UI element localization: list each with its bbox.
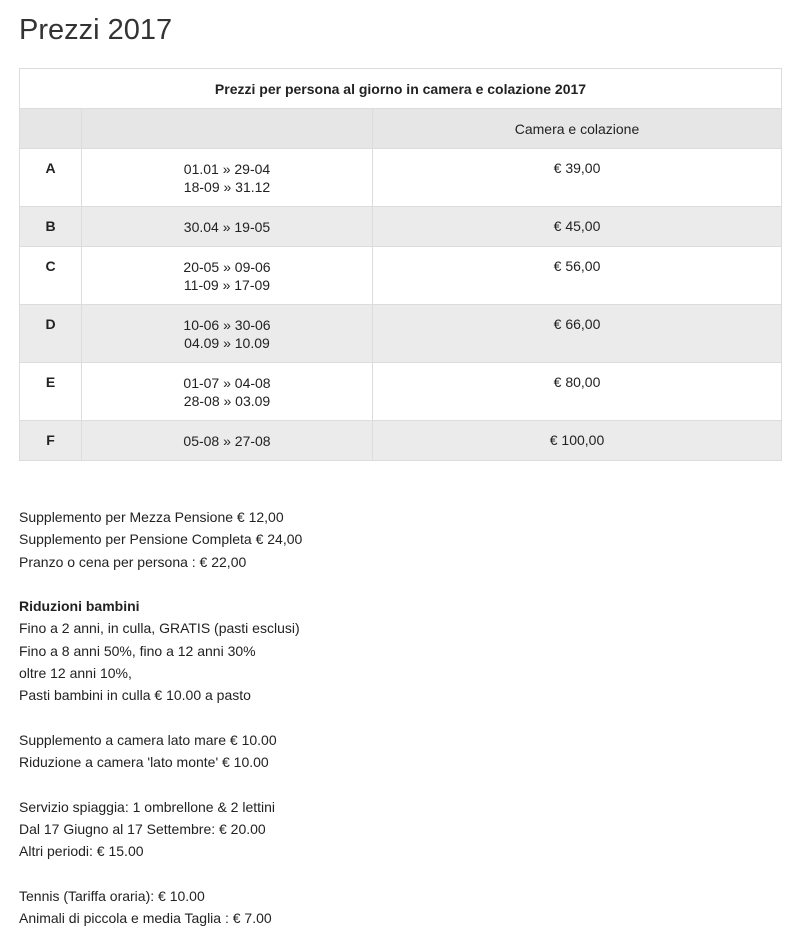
children-line: oltre 12 anni 10%, <box>19 665 132 682</box>
season-code: B <box>20 207 82 247</box>
season-code: F <box>20 421 82 461</box>
period: 04.09 » 10.09 <box>184 335 270 351</box>
other-block <box>19 885 302 930</box>
room-line: Riduzione a camera 'lato monte' € 10.00 <box>19 754 269 771</box>
header-empty-cell <box>82 109 373 149</box>
table-caption: Prezzi per persona al giorno in camera e colazione 2017 <box>20 69 782 109</box>
supplement-line: Supplemento per Pensione Completa € 24,00 <box>19 531 303 548</box>
children-line: Fino a 2 anni, in culla, GRATIS (pasti esclusi) <box>19 620 300 637</box>
period: 01.01 » 29-04 <box>183 161 271 177</box>
season-code: A <box>20 149 82 207</box>
other-line: Tennis (Tariffa oraria): € 10.00 <box>19 888 205 905</box>
room-line: Supplemento a camera lato mare € 10.00 <box>19 731 277 748</box>
table-header-row <box>20 109 782 149</box>
season-code: C <box>20 247 82 305</box>
table-row <box>20 421 782 461</box>
children-line: Pasti bambini in culla € 10.00 a pasto <box>19 687 251 704</box>
season-price: € 66,00 <box>373 305 782 363</box>
table-row <box>20 149 782 207</box>
beach-line: Altri periodi: € 15.00 <box>19 843 144 860</box>
period: 01-07 » 04-08 <box>183 375 271 391</box>
beach-block <box>19 796 302 863</box>
season-periods <box>82 207 373 247</box>
season-price: € 100,00 <box>373 421 782 461</box>
season-periods <box>82 363 373 421</box>
price-table <box>19 68 782 461</box>
period: 10-06 » 30-06 <box>183 317 271 333</box>
beach-line: Servizio spiaggia: 1 ombrellone & 2 lettini <box>19 798 276 815</box>
period: 30.04 » 19-05 <box>183 219 271 235</box>
children-line: Fino a 8 anni 50%, fino a 12 anni 30% <box>19 642 256 659</box>
header-camera-colazione: Camera e colazione <box>373 109 782 149</box>
supplement-line: Supplemento per Mezza Pensione € 12,00 <box>19 509 284 525</box>
price-notes <box>19 506 302 930</box>
season-periods <box>82 247 373 305</box>
supplement-line: Pranzo o cena per persona : € 22,00 <box>19 553 247 570</box>
period: 05-08 » 27-08 <box>183 433 271 449</box>
season-price: € 39,00 <box>373 149 782 207</box>
header-empty-cell <box>20 109 82 149</box>
rooms-block <box>19 729 302 774</box>
season-price: € 45,00 <box>373 207 782 247</box>
season-code: D <box>20 305 82 363</box>
period: 18-09 » 31.12 <box>183 179 271 195</box>
season-price: € 56,00 <box>373 247 782 305</box>
season-code: E <box>20 363 82 421</box>
supplements-block <box>19 506 302 573</box>
table-row <box>20 363 782 421</box>
period: 28-08 » 03.09 <box>183 393 271 409</box>
season-periods <box>82 421 373 461</box>
beach-line: Dal 17 Giugno al 17 Settembre: € 20.00 <box>19 821 266 838</box>
page-title: Prezzi 2017 <box>19 14 173 46</box>
table-row <box>20 247 782 305</box>
season-periods <box>82 149 373 207</box>
children-title: Riduzioni bambini <box>19 598 140 615</box>
children-block <box>19 595 302 706</box>
season-price: € 80,00 <box>373 363 782 421</box>
period: 11-09 » 17-09 <box>183 277 271 293</box>
period: 20-05 » 09-06 <box>183 259 271 275</box>
table-row <box>20 207 782 247</box>
other-line: Animali di piccola e media Taglia : € 7.00 <box>19 910 272 927</box>
table-row <box>20 305 782 363</box>
season-periods <box>82 305 373 363</box>
